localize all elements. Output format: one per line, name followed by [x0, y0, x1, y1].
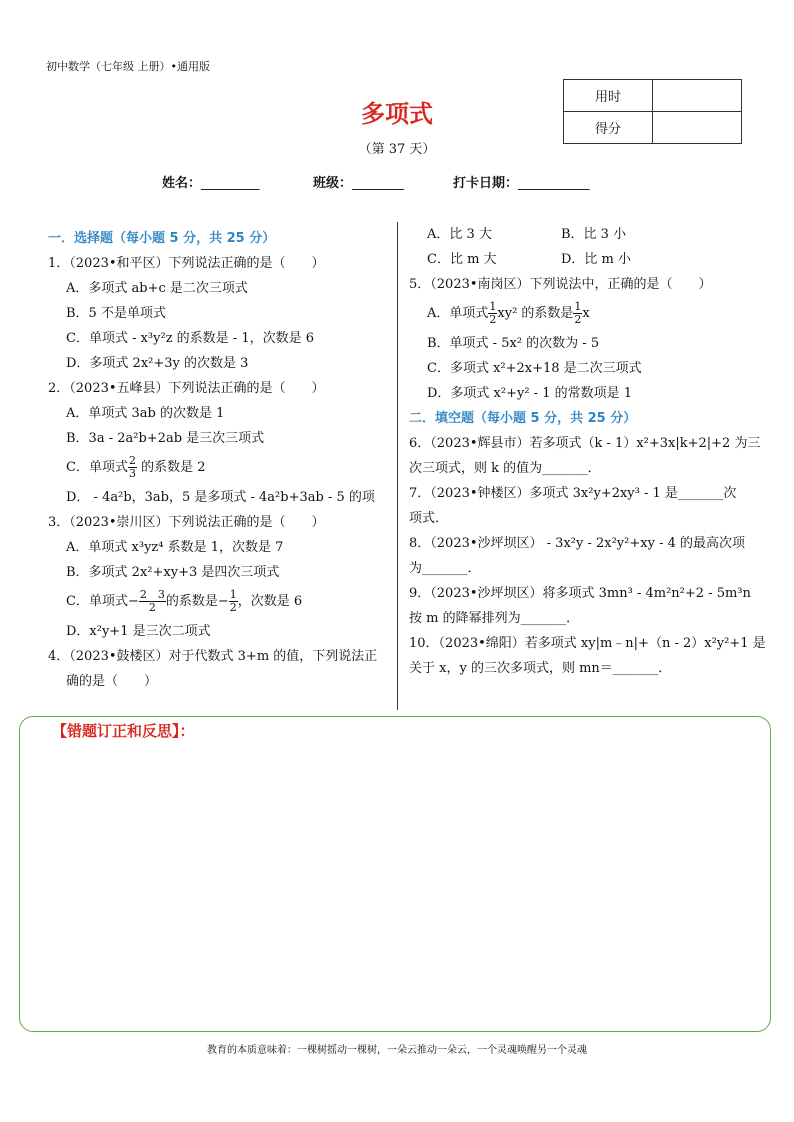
- fraction-denominator: 2: [574, 313, 582, 326]
- section-choice-title: 一．选择题（每小题 5 分，共 25 分）: [48, 231, 276, 246]
- q5-option-b[interactable]: B．单项式 - 5x² 的次数为 - 5: [427, 336, 600, 351]
- q6-line2[interactable]: 次三项式，则 k 的值为_______．: [409, 461, 601, 476]
- fraction-numerator: 1: [229, 588, 237, 601]
- fraction-numerator: 1: [574, 300, 582, 313]
- q2-option-a[interactable]: A．单项式 3ab 的次数是 1: [66, 406, 225, 421]
- fraction-denominator: 2: [229, 601, 237, 614]
- q6-line1: 6．（2023•辉县市）若多项式（k - 1）x²+3x|k+2|+2 为三: [409, 436, 761, 451]
- page-footer: 教育的本质意味着：一棵树摇动一棵树，一朵云推动一朵云，一个灵魂唤醒另一个灵魂: [207, 1045, 587, 1056]
- left-column: [48, 226, 393, 694]
- reflection-title: 【错题订正和反思】：: [52, 722, 195, 740]
- q1-stem: 1．（2023•和平区）下列说法正确的是（ ）: [48, 256, 325, 271]
- class-blank[interactable]: ________: [352, 176, 405, 191]
- q4-option-a[interactable]: A．比 3 大: [427, 227, 492, 242]
- score-table: [563, 79, 742, 144]
- q9-line2[interactable]: 按 m 的降幂排列为_______．: [409, 611, 580, 626]
- q4-option-b[interactable]: B．比 3 小: [561, 227, 627, 242]
- q4-stem-line2: 确的是（ ）: [66, 674, 158, 689]
- score-label: 得分: [564, 112, 653, 144]
- fraction-numerator: 2 3: [139, 588, 165, 601]
- fraction: [229, 589, 238, 614]
- name-row: [162, 172, 260, 191]
- q1-option-c[interactable]: C．单项式 - x³y²z 的系数是 - 1，次数是 6: [66, 331, 315, 346]
- q5-option-c[interactable]: C．多项式 x²+2x+18 是二次三项式: [427, 361, 642, 376]
- q2-option-b[interactable]: B．3a - 2a²b+2ab 是三次三项式: [66, 431, 265, 446]
- q5-option-d[interactable]: D．多项式 x²+y² - 1 的常数项是 1: [427, 386, 633, 401]
- q3-option-d[interactable]: D．x²y+1 是三次二项式: [66, 624, 211, 639]
- date-label: 打卡日期：: [453, 176, 519, 191]
- q5-stem: 5．（2023•南岗区）下列说法中，正确的是（ ）: [409, 277, 712, 292]
- q4-option-d[interactable]: D．比 m 小: [561, 252, 632, 267]
- fraction-denominator: 3: [128, 467, 136, 480]
- q4-options-row2: [409, 247, 754, 272]
- q5-a-mid: xy² 的系数是: [497, 306, 574, 321]
- fraction-numerator: 2: [128, 454, 136, 467]
- fraction: [128, 455, 137, 480]
- q3-option-b[interactable]: B．多项式 2x²+xy+3 是四次三项式: [66, 565, 280, 580]
- q5-a-text: A．单项式: [427, 306, 489, 321]
- q2-option-d[interactable]: D． - 4a²b，3ab，5 是多项式 - 4a²b+3ab - 5 的项: [66, 490, 375, 505]
- q10-line2[interactable]: 关于 x，y 的三次多项式，则 mn＝_______．: [409, 661, 672, 676]
- page-title: 多项式: [361, 100, 433, 128]
- reflection-box[interactable]: [19, 716, 771, 1032]
- page-header: 初中数学（七年级 上册）•通用版: [46, 60, 210, 73]
- fraction: [139, 589, 166, 614]
- date-blank[interactable]: ___________: [518, 176, 590, 191]
- q10-line1: 10．（2023•绵阳）若多项式 xy|m﹣n|+（n - 2）x²y²+1 是: [409, 636, 766, 651]
- q1-option-d[interactable]: D．多项式 2x²+3y 的次数是 3: [66, 356, 249, 371]
- q8-line1: 8．（2023•沙坪坝区） - 3x²y - 2x²y²+xy - 4 的最高次项: [409, 536, 745, 551]
- q1-option-b[interactable]: B．5 不是单项式: [66, 306, 166, 321]
- q3-stem: 3．（2023•崇川区）下列说法正确的是（ ）: [48, 515, 325, 530]
- fraction-denominator: 2: [148, 601, 156, 614]
- column-divider: [397, 222, 398, 710]
- q3-option-a[interactable]: A．单项式 x³yz⁴ 系数是 1，次数是 7: [66, 540, 284, 555]
- q1-option-a[interactable]: A．多项式 ab+c 是二次三项式: [66, 281, 248, 296]
- q3-option-c[interactable]: [48, 585, 393, 619]
- q9-line1: 9．（2023•沙坪坝区）将多项式 3mn³ - 4m²n²+2 - 5m³n: [409, 586, 751, 601]
- q7-line1[interactable]: 7．（2023•钟楼区）多项式 3x²y+2xy³ - 1 是_______次: [409, 486, 737, 501]
- q4-option-c[interactable]: C．比 m 大: [427, 252, 497, 267]
- q2-c-text: C．单项式: [66, 460, 128, 475]
- q2-c-tail: 的系数是 2: [136, 460, 206, 475]
- class-label: 班级：: [313, 176, 353, 191]
- q3-c-mid: 的系数是−: [165, 594, 229, 609]
- q3-c-tail: ，次数是 6: [237, 594, 303, 609]
- q2-option-c[interactable]: [48, 451, 393, 485]
- q3-c-text: C．单项式−: [66, 594, 139, 609]
- name-label: 姓名：: [162, 176, 202, 191]
- q4-stem-line1: 4．（2023•鼓楼区）对于代数式 3+m 的值，下列说法正: [48, 649, 378, 664]
- section-fill-title: 二．填空题（每小题 5 分，共 25 分）: [409, 411, 637, 426]
- q4-options-row1: [409, 222, 754, 247]
- time-field[interactable]: [653, 80, 742, 112]
- name-blank[interactable]: _________: [201, 176, 260, 191]
- day-subtitle: （第 37 天）: [358, 142, 436, 157]
- fraction-numerator: 1: [489, 300, 497, 313]
- q2-stem: 2．（2023•五峰县）下列说法正确的是（ ）: [48, 381, 325, 396]
- right-column: [409, 222, 766, 681]
- q7-line2: 项式．: [409, 511, 449, 526]
- date-row: [453, 172, 590, 191]
- fraction-denominator: 2: [489, 313, 497, 326]
- q5-a-tail: x: [582, 306, 590, 321]
- class-row: [313, 172, 404, 191]
- q5-option-a[interactable]: [409, 297, 754, 331]
- q8-line2[interactable]: 为_______．: [409, 561, 481, 576]
- score-field[interactable]: [653, 112, 742, 144]
- time-label: 用时: [564, 80, 653, 112]
